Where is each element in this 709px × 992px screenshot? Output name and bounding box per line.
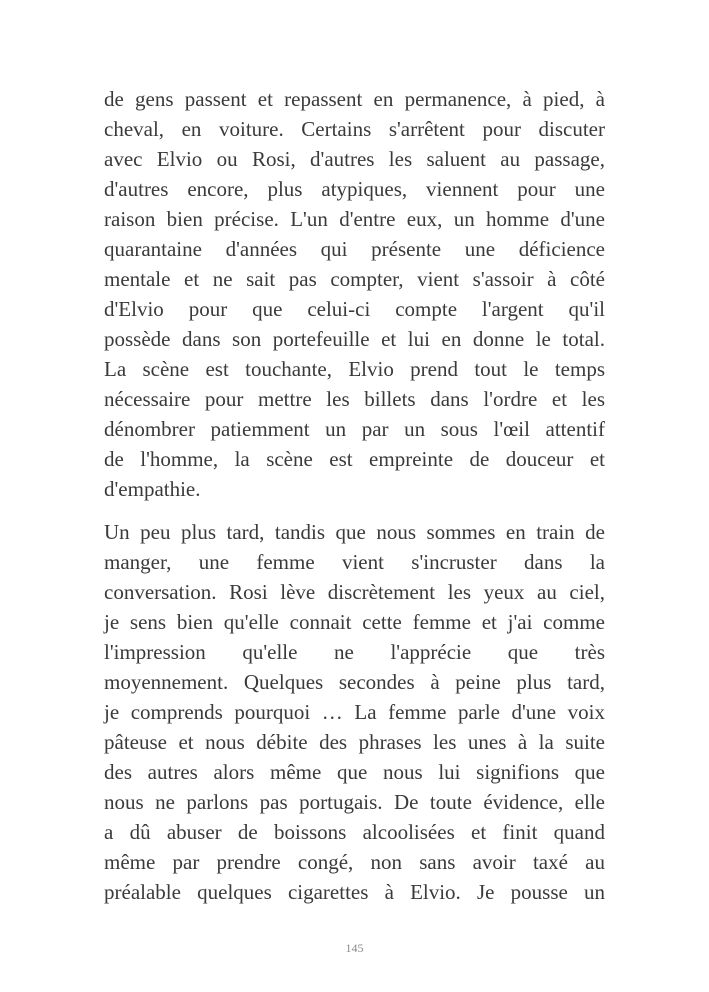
paragraph-line: a dû abuser de boissons alcoolisées et finit quand [104,820,605,844]
paragraph-line: je comprends pourquoi … La femme parle d'une voix [104,700,605,724]
paragraph-line: nous ne parlons pas portugais. De toute évidence, elle [104,790,605,814]
paragraph-line: possède dans son portefeuille et lui en donne le total. [104,327,605,351]
paragraph-line: même par prendre congé, non sans avoir taxé au [104,850,605,874]
paragraph-line: manger, une femme vient s'incruster dans la [104,550,605,574]
paragraph-line: d'empathie. [104,477,201,501]
paragraph-line: pâteuse et nous débite des phrases les unes à la suite [104,730,605,754]
paragraph-line: Un peu plus tard, tandis que nous sommes en train de [104,520,605,544]
paragraph-line: de gens passent et repassent en permanence, à pied, à [104,87,605,111]
paragraph-line: La scène est touchante, Elvio prend tout le temps [104,357,605,381]
paragraph-line: l'impression qu'elle ne l'apprécie que très [104,640,605,664]
paragraph-1 [104,84,605,504]
paragraph-line: cheval, en voiture. Certains s'arrêtent pour discuter [104,117,605,141]
paragraph-2 [104,517,605,907]
paragraph-line: préalable quelques cigarettes à Elvio. Je pousse un [104,880,605,904]
paragraph-line: de l'homme, la scène est empreinte de douceur et [104,447,605,471]
paragraph-line: je sens bien qu'elle connait cette femme et j'ai comme [104,610,605,634]
page-number: 145 [345,941,364,955]
paragraph-line: des autres alors même que nous lui signifions que [104,760,605,784]
paragraph-line: d'Elvio pour que celui-ci compte l'argent qu'il [104,297,605,321]
paragraph-line: avec Elvio ou Rosi, d'autres les saluent au passage, [104,147,605,171]
paragraph-line: dénombrer patiemment un par un sous l'œil attentif [104,417,605,441]
paragraph-line: nécessaire pour mettre les billets dans l'ordre et les [104,387,605,411]
paragraph-line: conversation. Rosi lève discrètement les yeux au ciel, [104,580,605,604]
paragraph-line: moyennement. Quelques secondes à peine plus tard, [104,670,605,694]
paragraph-line: mentale et ne sait pas compter, vient s'assoir à côté [104,267,605,291]
paragraph-line: quarantaine d'années qui présente une déficience [104,237,605,261]
paragraph-line: d'autres encore, plus atypiques, viennent pour une [104,177,605,201]
paragraph-line: raison bien précise. L'un d'entre eux, un homme d'une [104,207,605,231]
